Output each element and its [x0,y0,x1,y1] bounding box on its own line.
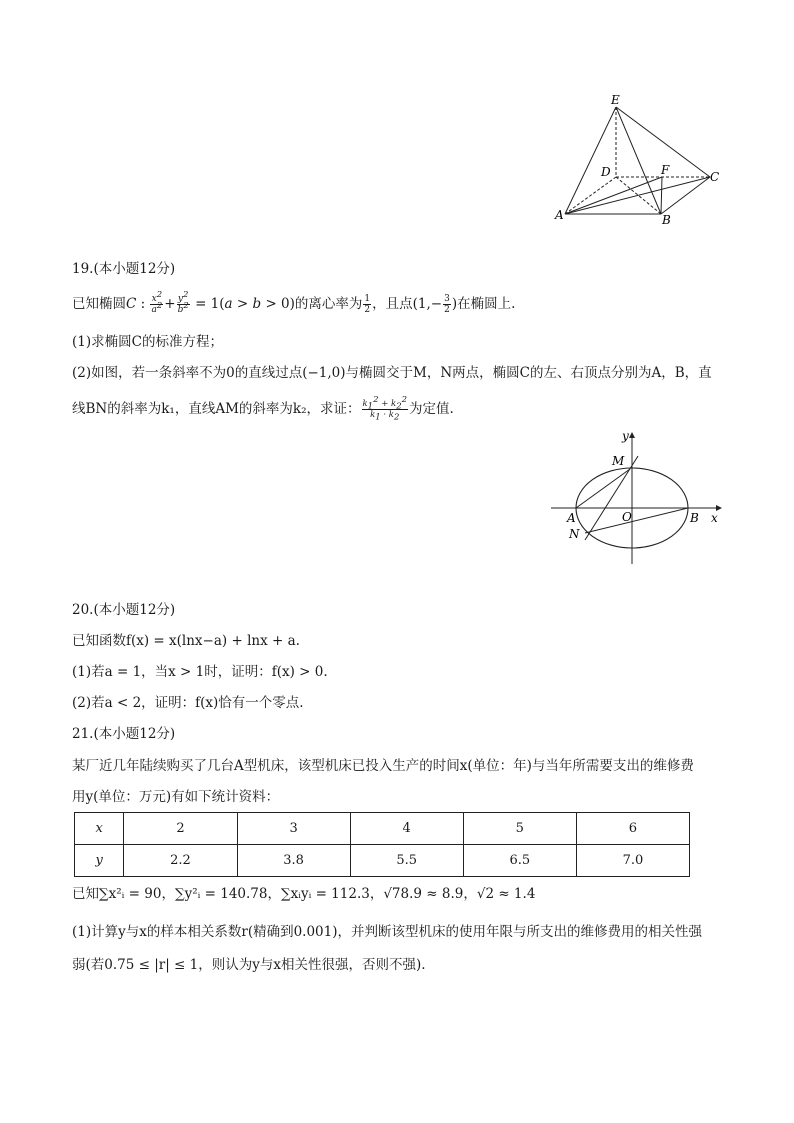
table-cell: 5.5 [350,845,463,877]
table-cell: 5 [463,813,576,845]
q19-frac-x2a2: $\frac{x^2}{a^2}$ [151,290,163,315]
line-AM [576,469,630,508]
label-E: E [611,93,620,107]
line-BN [585,508,688,533]
q21-part1-line1: (1)计算y与x的样本相关系数r(精确到0.001)，并判断该型机床的使用年限与所支出的维修费用的相关性强 [72,924,702,940]
y-axis-arrow [629,432,635,438]
label-A: A [555,208,564,222]
table-row-x [75,813,690,845]
edge-BC [661,177,710,214]
table-cell: 3.8 [237,845,350,877]
pyramid-figure [548,90,728,230]
q20-stem: 已知函数f(x) = x(lnx−a) + lnx + a. [72,633,300,649]
q19-frac-k: $\frac{k_1^2 + k_2^2}{k_1 \cdot k_2}$ [362,395,408,423]
label-x: x [711,511,718,525]
q19-stem-b: 的离心率为 [294,296,363,312]
label-C: C [710,170,720,184]
q21-header: 21.(本小题12分) [72,726,176,742]
edge-AC [565,177,710,214]
label-D: D [601,165,611,179]
q19-part2-line2a: 线BN的斜率为k₁，直线AM的斜率为k₂，求证： [72,401,361,417]
table-cell: 2.2 [124,845,237,877]
table-cell: 2 [124,813,237,845]
label-O: O [622,510,632,524]
label-B: B [662,213,671,227]
q19-frac-y2b2: $\frac{y^2}{b^2}$ [177,290,189,315]
q20-part2: (2)若a < 2，证明：f(x)恰有一个零点. [72,695,304,711]
q19-stem-a: 已知椭圆 [72,296,126,312]
edge-DA-hidden [565,177,616,214]
q19-header: 19.(本小题12分) [72,261,176,277]
q19-stem: 已知椭圆C : $\frac{x^2}{a^2}$ + $\frac{y^2}{b^2}$ = 1(a > b > 0)的离心率为 $\frac{1}{2}$ ，且点(1,− $\frac{3}{2}$ )在椭圆上. [72,290,516,315]
q20-part1: (1)若a = 1，当x > 1时，证明：f(x) > 0. [72,664,328,680]
label-N: N [569,527,580,541]
table-cell: 4 [350,813,463,845]
label-F: F [661,163,670,177]
label-M: M [612,454,625,468]
edge-FB [661,177,662,214]
label-B: B [690,511,699,525]
statistics-table [74,812,690,877]
table-cell: 7.0 [576,845,689,877]
table-header-x: x [75,813,124,845]
q21-given: 已知∑x²ᵢ = 90，∑y²ᵢ = 140.78，∑xᵢyᵢ = 112.3，√78.9 ≈ 8.9，√2 ≈ 1.4 [72,886,536,902]
q20-header: 20.(本小题12分) [72,602,176,618]
q19-stem-c: ，且点 [372,296,413,312]
table-cell: 3 [237,813,350,845]
q19-stem-d: 在椭圆上. [457,296,516,312]
q19-frac-half: $\frac{1}{2}$ [364,294,371,315]
table-header-y: y [75,845,124,877]
q19-frac-threehalves: $\frac{3}{2}$ [444,294,450,315]
table-cell: 6 [576,813,689,845]
edge-EB [616,107,661,214]
q21-stem-line2: 用y(单位：万元)有如下统计资料： [72,789,280,805]
label-A: A [567,511,576,525]
table-cell: 6.5 [463,845,576,877]
label-y: y [622,429,629,443]
ellipse-figure [548,426,728,568]
q19-part2-line2b: 为定值. [409,401,454,417]
q19-part2-line2 [72,395,454,423]
q19-part1: (1)求椭圆C的标准方程； [72,334,223,350]
q21-stem-line1: 某厂近几年陆续购买了几台A型机床，该型机床已投入生产的时间x(单位：年)与当年所需要支出的维修费 [72,758,694,774]
table-row-y [75,845,690,877]
line-MN [585,456,638,540]
q21-part1-line2: 弱(若0.75 ≤ |r| ≤ 1，则认为y与x相关性很强，否则不强). [72,957,426,973]
q19-math-C: C [126,296,137,312]
q19-part2-line1: (2)如图，若一条斜率不为0的直线过点(−1,0)与椭圆交于M，N两点，椭圆C的左、右顶点分别为A，B，直 [72,365,712,381]
